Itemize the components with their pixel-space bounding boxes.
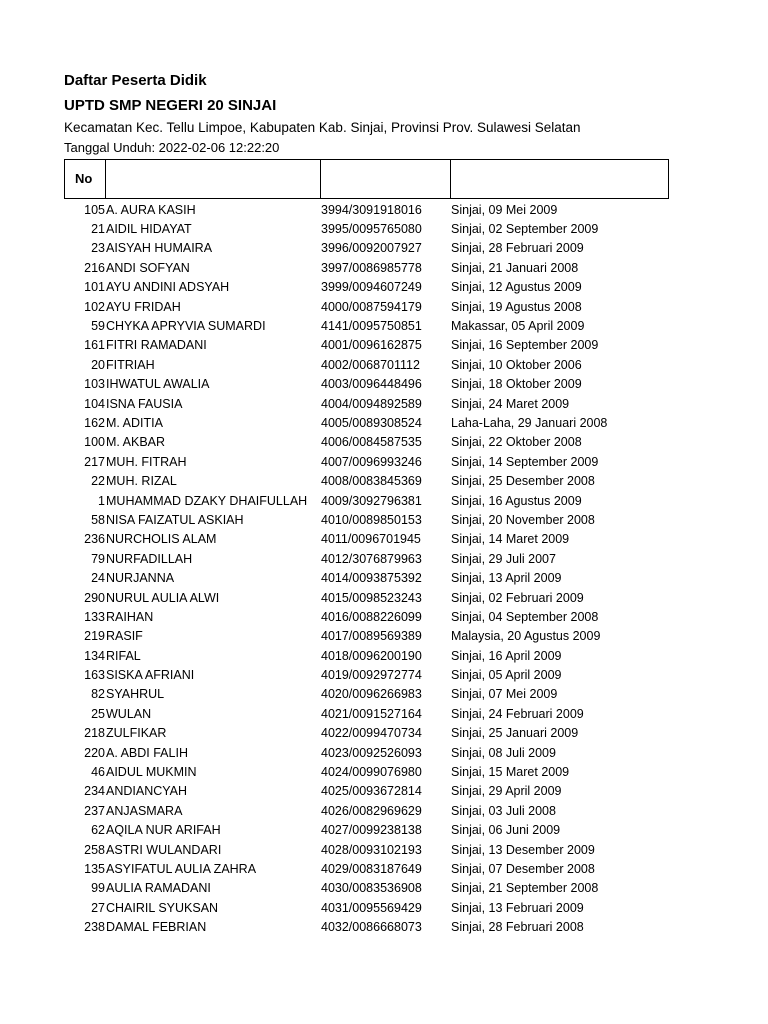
student-nis-nisn: 4019/0092972774	[321, 668, 422, 683]
table-row	[64, 375, 669, 394]
student-nis-nisn: 4024/0099076980	[321, 765, 422, 780]
student-birth: Sinjai, 05 April 2009	[451, 668, 562, 683]
student-birth: Sinjai, 08 Juli 2009	[451, 745, 556, 760]
student-birth: Malaysia, 20 Agustus 2009	[451, 629, 601, 644]
student-name: NISA FAIZATUL ASKIAH	[106, 512, 244, 527]
school-name: UPTD SMP NEGERI 20 SINJAI	[64, 97, 277, 114]
student-nis-nisn: 4020/0096266983	[321, 687, 422, 702]
student-name: AULIA RAMADANI	[106, 881, 211, 896]
student-birth: Sinjai, 02 Februari 2009	[451, 590, 584, 605]
row-number: 20	[91, 357, 105, 372]
student-birth: Sinjai, 20 November 2008	[451, 512, 595, 527]
table-row	[64, 607, 669, 626]
table-header	[64, 159, 669, 199]
download-date: Tanggal Unduh: 2022-02-06 12:22:20	[64, 140, 280, 155]
table-row	[64, 917, 669, 936]
student-name: CHYKA APRYVIA SUMARDI	[106, 319, 266, 334]
student-name: ISNA FAUSIA	[106, 396, 183, 411]
student-name: M. ADITIA	[106, 415, 163, 430]
student-birth: Sinjai, 16 April 2009	[451, 648, 562, 663]
student-nis-nisn: 3995/0095765080	[321, 222, 422, 237]
student-nis-nisn: 4028/0093102193	[321, 842, 422, 857]
row-number: 79	[91, 551, 105, 566]
row-number: 218	[84, 726, 105, 741]
row-number: 238	[84, 920, 105, 935]
student-name: AIDIL HIDAYAT	[106, 222, 192, 237]
student-name: NURUL AULIA ALWI	[106, 590, 220, 605]
student-nis-nisn: 4026/0082969629	[321, 803, 422, 818]
row-number: 104	[84, 396, 105, 411]
row-number: 161	[84, 338, 105, 353]
student-birth: Sinjai, 25 Januari 2009	[451, 726, 579, 741]
table-row	[64, 471, 669, 490]
table-row	[64, 879, 669, 898]
row-number: 258	[84, 842, 105, 857]
row-number: 58	[91, 512, 105, 527]
student-birth: Sinjai, 10 Oktober 2006	[451, 357, 582, 372]
table-row	[64, 646, 669, 665]
row-number: 102	[84, 299, 105, 314]
row-number: 135	[84, 861, 105, 876]
student-birth: Sinjai, 14 September 2009	[451, 454, 599, 469]
student-nis-nisn: 4021/0091527164	[321, 706, 422, 721]
student-birth: Sinjai, 28 Februari 2008	[451, 920, 584, 935]
student-birth: Sinjai, 21 September 2008	[451, 881, 599, 896]
student-name: SISKA AFRIANI	[106, 668, 195, 683]
row-number: 163	[84, 668, 105, 683]
table-row	[64, 355, 669, 374]
table-row	[64, 704, 669, 723]
row-number: 99	[91, 881, 105, 896]
student-birth: Laha-Laha, 29 Januari 2008	[451, 415, 608, 430]
student-nis-nisn: 4002/0068701112	[321, 357, 420, 372]
row-number: 27	[91, 900, 105, 915]
student-birth: Sinjai, 16 Agustus 2009	[451, 493, 582, 508]
row-number: 103	[84, 377, 105, 392]
student-birth: Sinjai, 07 Desember 2008	[451, 861, 595, 876]
table-row	[64, 452, 669, 471]
document-title: Daftar Peserta Didik	[64, 72, 207, 89]
table-row	[64, 394, 669, 413]
student-nis-nisn: 4031/0095569429	[321, 900, 422, 915]
student-nis-nisn: 4027/0099238138	[321, 823, 422, 838]
row-number: 82	[91, 687, 105, 702]
table-row	[64, 840, 669, 859]
student-name: A. AURA KASIH	[106, 202, 196, 217]
table-row	[64, 685, 669, 704]
student-birth: Sinjai, 14 Maret 2009	[451, 532, 570, 547]
student-nis-nisn: 4030/0083536908	[321, 881, 422, 896]
header-name-cell	[106, 160, 321, 198]
table-row	[64, 588, 669, 607]
row-number: 22	[91, 474, 105, 489]
student-nis-nisn: 4012/3076879963	[321, 551, 422, 566]
student-nis-nisn: 3996/0092007927	[321, 241, 422, 256]
student-birth: Sinjai, 06 Juni 2009	[451, 823, 561, 838]
student-name: AQILA NUR ARIFAH	[106, 823, 221, 838]
student-name: FITRIAH	[106, 357, 155, 372]
header-no-label: No	[75, 171, 93, 186]
student-birth: Sinjai, 25 Desember 2008	[451, 474, 595, 489]
student-name: AISYAH HUMAIRA	[106, 241, 213, 256]
student-table-body	[64, 200, 669, 937]
student-birth: Sinjai, 16 September 2009	[451, 338, 599, 353]
student-birth: Sinjai, 15 Maret 2009	[451, 765, 570, 780]
student-name: IHWATUL AWALIA	[106, 377, 210, 392]
table-row	[64, 743, 669, 762]
row-number: 133	[84, 609, 105, 624]
row-number: 101	[84, 280, 105, 295]
student-nis-nisn: 4141/0095750851	[321, 319, 422, 334]
student-name: RASIF	[106, 629, 143, 644]
header-birth-cell	[451, 160, 668, 198]
location-line: Kecamatan Kec. Tellu Limpoe, Kabupaten Kab. Sinjai, Provinsi Prov. Sulawesi Selatan	[64, 120, 581, 135]
student-birth: Sinjai, 29 Juli 2007	[451, 551, 556, 566]
row-number: 1	[98, 493, 105, 508]
table-row	[64, 782, 669, 801]
student-nis-nisn: 4015/0098523243	[321, 590, 422, 605]
student-birth: Sinjai, 13 Desember 2009	[451, 842, 595, 857]
student-name: NURFADILLAH	[106, 551, 193, 566]
student-nis-nisn: 4003/0096448496	[321, 377, 422, 392]
student-nis-nisn: 3999/0094607249	[321, 280, 422, 295]
student-birth: Sinjai, 02 September 2009	[451, 222, 599, 237]
student-name: ASYIFATUL AULIA ZAHRA	[106, 861, 257, 876]
student-nis-nisn: 4011/0096701945	[321, 532, 421, 547]
student-name: MUH. FITRAH	[106, 454, 187, 469]
student-birth: Sinjai, 29 April 2009	[451, 784, 562, 799]
table-row	[64, 297, 669, 316]
table-row	[64, 665, 669, 684]
row-number: 105	[84, 202, 105, 217]
table-row	[64, 278, 669, 297]
student-nis-nisn: 4014/0093875392	[321, 571, 422, 586]
student-name: AYU ANDINI ADSYAH	[106, 280, 230, 295]
student-name: AYU FRIDAH	[106, 299, 181, 314]
student-name: AIDUL MUKMIN	[106, 765, 197, 780]
student-name: ANDI SOFYAN	[106, 260, 190, 275]
student-birth: Sinjai, 07 Mei 2009	[451, 687, 558, 702]
student-name: M. AKBAR	[106, 435, 166, 450]
header-no-cell	[65, 160, 106, 198]
table-row	[64, 239, 669, 258]
table-row	[64, 762, 669, 781]
student-nis-nisn: 3997/0086985778	[321, 260, 422, 275]
student-nis-nisn: 4018/0096200190	[321, 648, 422, 663]
student-birth: Sinjai, 19 Agustus 2008	[451, 299, 582, 314]
table-row	[64, 568, 669, 587]
row-number: 219	[84, 629, 105, 644]
student-nis-nisn: 4032/0086668073	[321, 920, 422, 935]
student-birth: Sinjai, 18 Oktober 2009	[451, 377, 582, 392]
student-nis-nisn: 4001/0096162875	[321, 338, 422, 353]
student-name: ZULFIKAR	[106, 726, 167, 741]
student-name: NURCHOLIS ALAM	[106, 532, 217, 547]
student-nis-nisn: 4010/0089850153	[321, 512, 422, 527]
row-number: 25	[91, 706, 105, 721]
student-birth: Sinjai, 24 Februari 2009	[451, 706, 584, 721]
row-number: 216	[84, 260, 105, 275]
row-number: 237	[84, 803, 105, 818]
row-number: 162	[84, 415, 105, 430]
student-nis-nisn: 3994/3091918016	[321, 202, 422, 217]
table-row	[64, 258, 669, 277]
table-row	[64, 433, 669, 452]
table-row	[64, 219, 669, 238]
table-row	[64, 898, 669, 917]
row-number: 234	[84, 784, 105, 799]
table-row	[64, 336, 669, 355]
student-birth: Sinjai, 21 Januari 2008	[451, 260, 579, 275]
table-row	[64, 724, 669, 743]
student-birth: Sinjai, 24 Maret 2009	[451, 396, 570, 411]
student-nis-nisn: 4016/0088226099	[321, 609, 422, 624]
table-row	[64, 530, 669, 549]
row-number: 100	[84, 435, 105, 450]
student-birth: Sinjai, 04 September 2008	[451, 609, 599, 624]
table-row	[64, 200, 669, 219]
student-nis-nisn: 4029/0083187649	[321, 861, 422, 876]
student-name: WULAN	[106, 706, 152, 721]
student-nis-nisn: 4004/0094892589	[321, 396, 422, 411]
table-row	[64, 413, 669, 432]
student-birth: Sinjai, 09 Mei 2009	[451, 202, 558, 217]
student-name: RAIHAN	[106, 609, 154, 624]
table-row	[64, 549, 669, 568]
student-birth: Sinjai, 13 April 2009	[451, 571, 562, 586]
student-nis-nisn: 4017/0089569389	[321, 629, 422, 644]
student-name: FITRI RAMADANI	[106, 338, 207, 353]
table-row	[64, 801, 669, 820]
student-name: SYAHRUL	[106, 687, 165, 702]
table-row	[64, 821, 669, 840]
row-number: 134	[84, 648, 105, 663]
student-name: CHAIRIL SYUKSAN	[106, 900, 219, 915]
student-nis-nisn: 4022/0099470734	[321, 726, 422, 741]
header-nis-nisn-cell	[321, 160, 451, 198]
student-nis-nisn: 4025/0093672814	[321, 784, 422, 799]
table-row	[64, 510, 669, 529]
row-number: 59	[91, 319, 105, 334]
table-row	[64, 491, 669, 510]
student-nis-nisn: 4008/0083845369	[321, 474, 422, 489]
row-number: 236	[84, 532, 105, 547]
student-birth: Makassar, 05 April 2009	[451, 319, 585, 334]
row-number: 217	[84, 454, 105, 469]
table-row	[64, 316, 669, 335]
student-birth: Sinjai, 12 Agustus 2009	[451, 280, 582, 295]
student-nis-nisn: 4009/3092796381	[321, 493, 422, 508]
student-name: ASTRI WULANDARI	[106, 842, 222, 857]
row-number: 23	[91, 241, 105, 256]
row-number: 46	[91, 765, 105, 780]
student-birth: Sinjai, 03 Juli 2008	[451, 803, 556, 818]
student-name: NURJANNA	[106, 571, 175, 586]
student-name: ANDIANCYAH	[106, 784, 188, 799]
student-birth: Sinjai, 13 Februari 2009	[451, 900, 584, 915]
student-nis-nisn: 4007/0096993246	[321, 454, 422, 469]
row-number: 62	[91, 823, 105, 838]
row-number: 24	[91, 571, 105, 586]
student-name: DAMAL FEBRIAN	[106, 920, 207, 935]
student-birth: Sinjai, 28 Februari 2009	[451, 241, 584, 256]
student-name: RIFAL	[106, 648, 141, 663]
student-name: MUH. RIZAL	[106, 474, 177, 489]
row-number: 220	[84, 745, 105, 760]
student-nis-nisn: 4000/0087594179	[321, 299, 422, 314]
student-birth: Sinjai, 22 Oktober 2008	[451, 435, 582, 450]
row-number: 290	[84, 590, 105, 605]
student-nis-nisn: 4023/0092526093	[321, 745, 422, 760]
table-row	[64, 859, 669, 878]
student-name: ANJASMARA	[106, 803, 183, 818]
student-nis-nisn: 4006/0084587535	[321, 435, 422, 450]
student-name: MUHAMMAD DZAKY DHAIFULLAH	[106, 493, 308, 508]
student-name: A. ABDI FALIH	[106, 745, 188, 760]
student-nis-nisn: 4005/0089308524	[321, 415, 422, 430]
table-row	[64, 627, 669, 646]
row-number: 21	[91, 222, 105, 237]
